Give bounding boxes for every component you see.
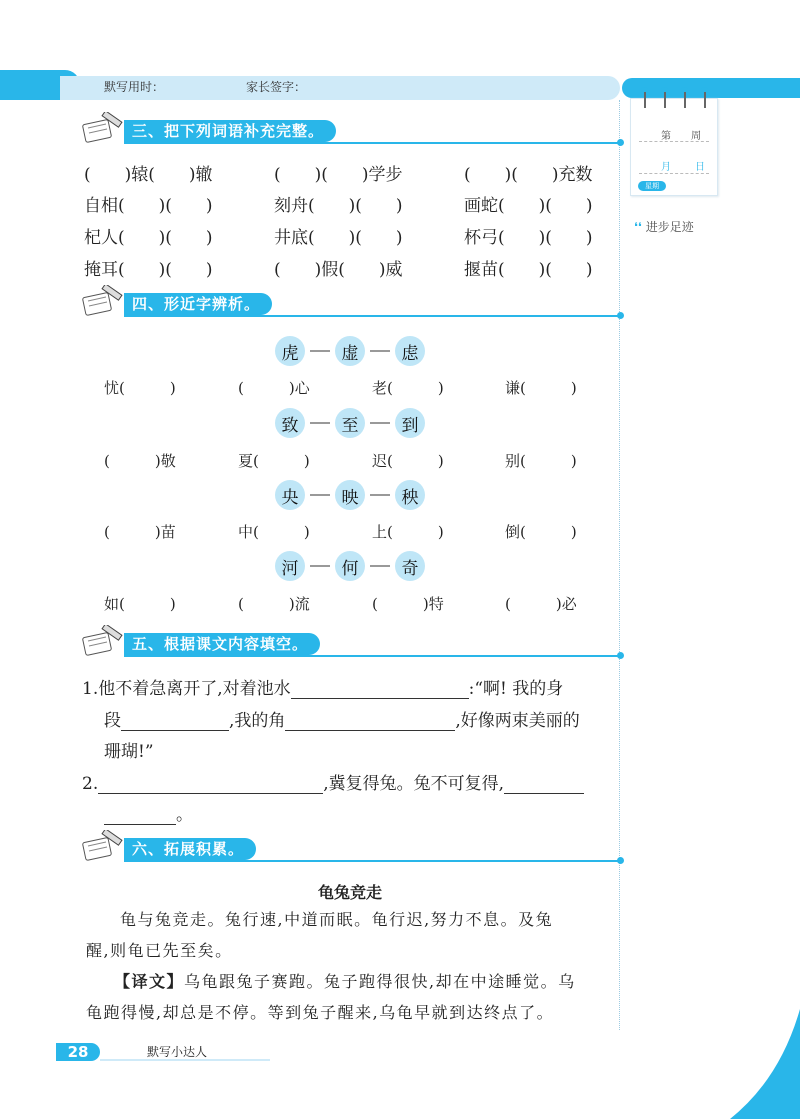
char-circle: 何 <box>335 551 365 581</box>
char-circle: 虑 <box>395 336 425 366</box>
pencil-notebook-icon <box>80 830 128 864</box>
section-4-title: 四、形近字辨析。 <box>124 293 272 315</box>
question-2-line-2 <box>104 800 193 825</box>
answer-blank[interactable] <box>104 806 176 825</box>
section-6-heading <box>80 830 620 866</box>
translation-line-2: 龟跑得慢,却总是不停。等到兔子醒来,乌龟早就到达终点了。 <box>86 1003 555 1022</box>
day-label: 日 <box>695 162 705 173</box>
idiom-item: 杞人( )( ) <box>84 228 213 248</box>
idiom-item: 画蛇( )( ) <box>464 196 593 216</box>
question-1-line-1 <box>82 674 563 699</box>
parent-sign-label: 家长签字： <box>246 80 307 94</box>
answer-blank[interactable] <box>504 775 584 794</box>
word-blank: 中( ) <box>238 523 310 541</box>
q1-text-a: 1.他不着急离开了,对着池水 <box>82 679 291 699</box>
week-prefix: 第 <box>661 131 671 142</box>
char-circle: 秧 <box>395 480 425 510</box>
word-blank: 迟( ) <box>372 452 444 470</box>
section-3-title: 三、把下列词语补充完整。 <box>124 120 336 142</box>
word-blank: 别( ) <box>505 452 577 470</box>
q1-text-b: :“啊! 我的身 <box>468 679 564 699</box>
footprint-icon: ❛❛ <box>634 220 642 234</box>
progress-footprints <box>634 218 694 235</box>
answer-blank[interactable] <box>98 775 323 794</box>
question-2-line-1 <box>82 769 584 794</box>
q2-text-c: 。 <box>176 805 193 825</box>
idiom-item: ( )假( )威 <box>274 260 403 280</box>
char-group <box>275 551 425 581</box>
translation-line-1: 乌龟跟兔子赛跑。兔子跑得很快,却在中途睡觉。乌 <box>184 972 576 991</box>
idiom-item: 井底( )( ) <box>274 228 403 248</box>
section-3-heading <box>80 112 620 148</box>
original-line-1: 龟与兔竞走。兔行速,中道而眠。龟行迟,努力不息。及兔 <box>120 910 554 929</box>
page-corner-decoration <box>730 1009 800 1119</box>
section-5-title: 五、根据课文内容填空。 <box>124 633 320 655</box>
idiom-item: 掩耳( )( ) <box>84 260 213 280</box>
answer-blank[interactable] <box>121 712 229 731</box>
char-circle: 河 <box>275 551 305 581</box>
progress-label: 进步足迹 <box>645 220 694 234</box>
char-circle: 奇 <box>395 551 425 581</box>
section-6-title: 六、拓展积累。 <box>124 838 256 860</box>
q1-text-c: 段 <box>104 711 121 731</box>
idiom-item: ( )( )学步 <box>274 165 403 185</box>
char-group <box>275 408 425 438</box>
char-group <box>275 336 425 366</box>
pencil-notebook-icon <box>80 285 128 319</box>
pencil-notebook-icon <box>80 112 128 146</box>
idiom-item: 杯弓( )( ) <box>464 228 593 248</box>
word-blank: ( )特 <box>372 595 444 613</box>
original-line-2: 醒,则龟已先至矣。 <box>86 941 233 960</box>
word-blank: 夏( ) <box>238 452 310 470</box>
answer-blank[interactable] <box>285 712 455 731</box>
idiom-item: ( )( )充数 <box>464 165 593 185</box>
week-suffix: 周 <box>691 131 701 142</box>
page-number: 28 <box>56 1043 100 1061</box>
idiom-item: 自相( )( ) <box>84 196 213 216</box>
char-circle: 映 <box>335 480 365 510</box>
pencil-notebook-icon <box>80 625 128 659</box>
question-1-line-3 <box>104 737 154 762</box>
q1-text-d: ,我的角 <box>229 711 286 731</box>
word-blank: ( )敬 <box>104 452 176 470</box>
char-circle: 致 <box>275 408 305 438</box>
translation-tag: 【译文】 <box>114 972 185 991</box>
section-5-heading <box>80 625 620 661</box>
q1-text-f: 珊瑚!” <box>104 742 154 762</box>
idiom-item: ( )辕( )辙 <box>84 165 213 185</box>
original-text <box>86 904 618 966</box>
section-4-heading <box>80 285 620 321</box>
calendar-card <box>630 98 718 196</box>
char-circle: 至 <box>335 408 365 438</box>
answer-blank[interactable] <box>291 680 469 699</box>
dictation-time-label: 默写用时： <box>104 80 165 94</box>
char-circle: 到 <box>395 408 425 438</box>
q2-text-a: 2. <box>82 774 99 794</box>
story-title: 龟兔竞走 <box>317 883 382 902</box>
word-blank: ( )必 <box>505 595 577 613</box>
question-1-line-2 <box>104 706 580 731</box>
word-blank: ( )苗 <box>104 523 176 541</box>
weekday-badge: 星期 <box>638 181 666 191</box>
word-blank: 上( ) <box>372 523 444 541</box>
q1-text-e: ,好像两束美丽的 <box>455 711 580 731</box>
book-title: 默写小达人 <box>147 1045 208 1059</box>
char-circle: 央 <box>275 480 305 510</box>
char-circle: 虎 <box>275 336 305 366</box>
word-blank: 忧( ) <box>104 379 176 397</box>
word-blank: 谦( ) <box>505 379 577 397</box>
word-blank: ( )流 <box>238 595 310 613</box>
word-blank: ( )心 <box>238 379 310 397</box>
word-blank: 如( ) <box>104 595 176 613</box>
char-group <box>275 480 425 510</box>
month-label: 月 <box>661 162 671 173</box>
char-circle: 虚 <box>335 336 365 366</box>
q2-text-b: ,冀复得兔。兔不可复得, <box>323 774 505 794</box>
translation-text <box>86 966 618 1028</box>
idiom-item: 刻舟( )( ) <box>274 196 403 216</box>
word-blank: 老( ) <box>372 379 444 397</box>
idiom-item: 揠苗( )( ) <box>464 260 593 280</box>
word-blank: 倒( ) <box>505 523 577 541</box>
